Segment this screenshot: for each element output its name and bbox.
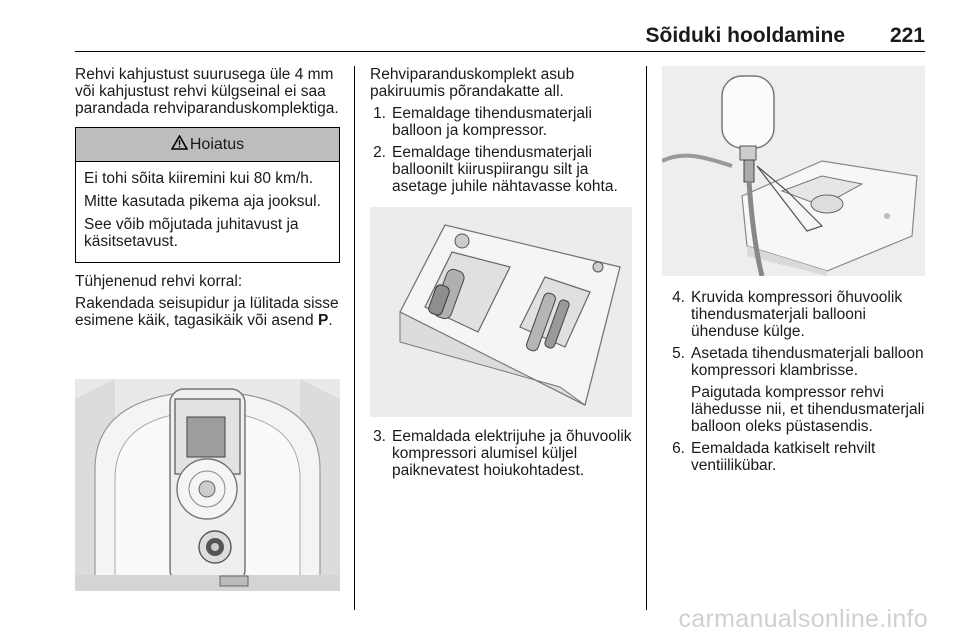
step-note: Paigutada kompressor rehvi lähedusse nii, et tihendusmaterjali balloon oleks püstasendis. [691, 384, 925, 435]
list-item-note [669, 384, 929, 435]
watermark: carmanualsonline.info [678, 605, 928, 633]
step-number: 6. [672, 440, 685, 457]
gear-p: P [317, 312, 329, 329]
warning-box [75, 127, 340, 263]
intro-paragraph: Rehvi kahjustust suurusega üle 4 mm või kahjustust rehvi külgseinal ei saa parandada rehviparanduskomplektiga. [75, 66, 339, 117]
column-divider [354, 66, 355, 610]
step-number: 3. [373, 428, 386, 445]
column-divider [646, 66, 647, 610]
list-item [669, 345, 929, 379]
step-number: 4. [672, 289, 685, 306]
warning-icon [171, 135, 188, 154]
step-text: Asetada tihendusmaterjali balloon kompressori klambrisse. [691, 345, 924, 379]
list-item [370, 428, 638, 479]
warning-line: Ei tohi sõita kiiremini kui 80 km/h. [84, 170, 314, 187]
flat-tyre-heading: Tühjenenud rehvi korral: [75, 273, 243, 290]
step-text: Eemaldada elektrijuhe ja õhuvoolik kompressori alumisel küljel paiknevatest hoiukohtadest. [392, 428, 632, 479]
compressor-sealant-illustration [662, 66, 925, 276]
list-item [370, 144, 638, 195]
apply-brake-paragraph [75, 295, 340, 329]
column-left [75, 66, 340, 329]
location-paragraph: Rehviparanduskomplekt asub pakiruumis põrandakatte all. [370, 66, 575, 100]
trunk-well-illustration [75, 379, 340, 591]
step-number: 1. [373, 105, 386, 122]
period: . [328, 312, 333, 329]
apply-brake-text: Rakendada seisupidur ja lülitada sisse esimene käik, tagasikäik või asend [75, 295, 339, 329]
step-number: 2. [373, 144, 386, 161]
step-text: Kruvida kompressori õhuvoolik tihendusmaterjali ballooni ühenduse külge. [691, 289, 903, 340]
step-text: Eemaldage tihendusmaterjali balloon ja kompressor. [392, 105, 592, 139]
warning-header [76, 128, 339, 162]
list-item [370, 105, 638, 139]
step-text: Eemaldage tihendusmaterjali balloonilt kiiruspiirangu silt ja asetage juhile nähtavasse kohta. [392, 144, 618, 195]
warning-line: See võib mõjutada juhitavust ja käsitsetavust. [84, 216, 299, 250]
section-title: Sõiduki hooldamine [645, 24, 845, 47]
column-right [669, 289, 929, 474]
step-text: Eemaldada katkiselt rehvilt ventiilikübar. [691, 440, 876, 474]
step-number: 5. [672, 345, 685, 362]
warning-title: Hoiatus [189, 136, 245, 153]
page-number: 221 [889, 24, 925, 47]
column-middle [370, 66, 638, 195]
list-item [669, 289, 929, 340]
column-middle-lower [370, 428, 638, 479]
warning-line: Mitte kasutada pikema aja jooksul. [84, 193, 321, 210]
list-item [669, 440, 929, 474]
repair-kit-box-illustration [370, 207, 632, 417]
page-header [75, 22, 925, 52]
warning-body [76, 162, 339, 262]
